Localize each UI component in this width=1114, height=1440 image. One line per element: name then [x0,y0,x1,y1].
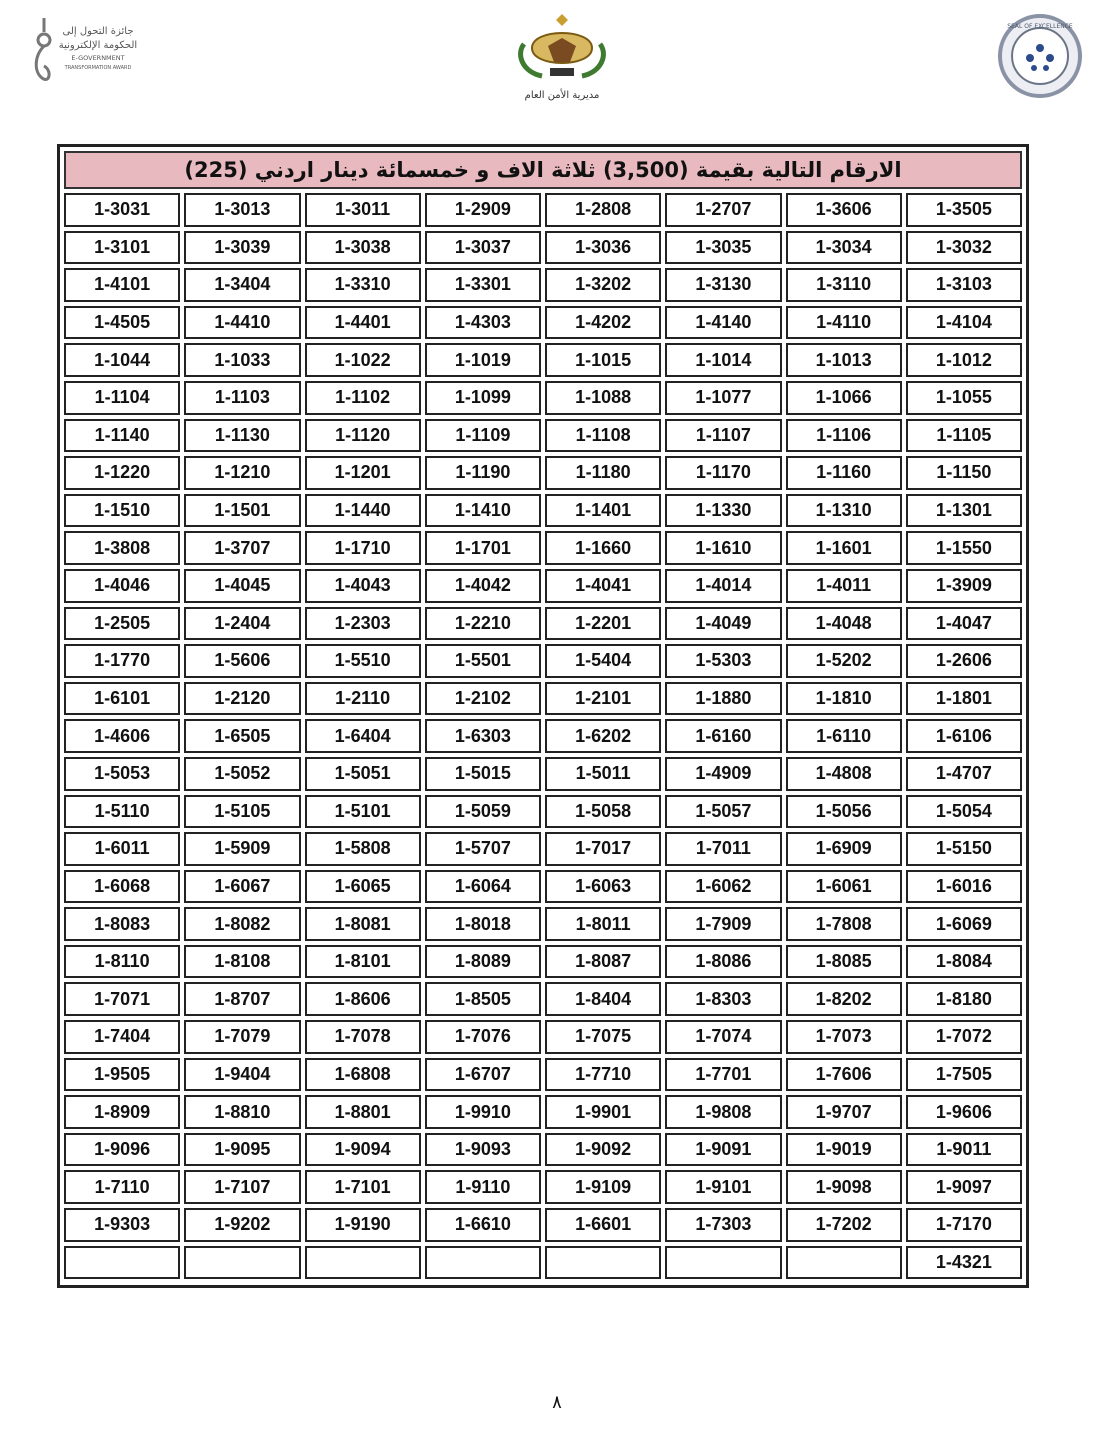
table-cell: 1-5909 [184,832,300,866]
table-cell: 1-9019 [786,1133,902,1167]
table-cell: 1-1099 [425,381,541,415]
table-cell: 1-1440 [305,494,421,528]
table-cell: 1-8083 [64,907,180,941]
table-cell: 1-7303 [665,1208,781,1242]
table-cell: 1-8085 [786,945,902,979]
table-cell: 1-1044 [64,343,180,377]
table-cell: 1-1180 [545,456,661,490]
table-cell: 1-3110 [786,268,902,302]
table-cell: 1-9109 [545,1170,661,1204]
table-cell: 1-4808 [786,757,902,791]
table-cell: 1-6110 [786,719,902,753]
number-grid [64,193,1022,1279]
table-cell: 1-9091 [665,1133,781,1167]
logo-text-line-3: E-GOVERNMENT [71,54,125,62]
table-cell: 1-6909 [786,832,902,866]
table-cell: 1-9707 [786,1095,902,1129]
seal-of-excellence-logo [996,12,1084,100]
table-cell: 1-8202 [786,982,902,1016]
logo-text-line-1: جائزة التحول إلى [62,26,134,37]
seal-text: SEAL OF EXCELLENCE [1007,23,1073,30]
table-cell: 1-2303 [305,607,421,641]
table-cell: 1-2909 [425,193,541,227]
table-cell: 1-5057 [665,795,781,829]
table-cell: 1-6061 [786,870,902,904]
table-cell: 1-1401 [545,494,661,528]
license-numbers-table [57,144,1029,1288]
table-cell: 1-2808 [545,193,661,227]
table-cell: 1-1510 [64,494,180,528]
table-cell: 1-3011 [305,193,421,227]
table-cell: 1-7076 [425,1020,541,1054]
table-cell: 1-5015 [425,757,541,791]
table-cell: 1-1550 [906,531,1022,565]
table-cell: 1-1120 [305,419,421,453]
table-cell: 1-8108 [184,945,300,979]
table-cell: 1-2110 [305,682,421,716]
emblem-caption: مديرية الأمن العام [524,90,600,101]
table-cell: 1-7101 [305,1170,421,1204]
table-cell: 1-9095 [184,1133,300,1167]
table-cell: 1-9901 [545,1095,661,1129]
table-cell: 1-4046 [64,569,180,603]
table-cell: 1-8011 [545,907,661,941]
table-cell: 1-1880 [665,682,781,716]
table-cell: 1-5808 [305,832,421,866]
table-cell: 1-7202 [786,1208,902,1242]
table-cell: 1-1077 [665,381,781,415]
table-cell: 1-1015 [545,343,661,377]
table-cell: 1-6062 [665,870,781,904]
table-cell: 1-7404 [64,1020,180,1054]
table-cell: 1-6808 [305,1058,421,1092]
table-cell: 1-5105 [184,795,300,829]
table-cell: 1-2505 [64,607,180,641]
table-cell: 1-7075 [545,1020,661,1054]
logo-text-line-2: الحكومة الإلكترونية [58,40,138,51]
table-cell: 1-3035 [665,231,781,265]
table-cell: 1-5058 [545,795,661,829]
table-cell: 1-4321 [906,1246,1022,1280]
table-cell [305,1246,421,1280]
table-cell: 1-3505 [906,193,1022,227]
table-cell: 1-7606 [786,1058,902,1092]
table-cell: 1-9505 [64,1058,180,1092]
table-cell: 1-8087 [545,945,661,979]
table-cell: 1-9098 [786,1170,902,1204]
table-cell: 1-3202 [545,268,661,302]
table-cell: 1-4505 [64,306,180,340]
table-cell: 1-8707 [184,982,300,1016]
table-cell: 1-6068 [64,870,180,904]
table-cell: 1-5011 [545,757,661,791]
table-cell: 1-6016 [906,870,1022,904]
table-cell: 1-3909 [906,569,1022,603]
table-cell: 1-5059 [425,795,541,829]
table-cell: 1-4410 [184,306,300,340]
table-cell: 1-1066 [786,381,902,415]
table-cell: 1-5707 [425,832,541,866]
table-cell: 1-8404 [545,982,661,1016]
table-cell: 1-8081 [305,907,421,941]
table-cell: 1-2101 [545,682,661,716]
table-cell: 1-1301 [906,494,1022,528]
table-cell: 1-2404 [184,607,300,641]
table-cell: 1-9096 [64,1133,180,1167]
table-cell: 1-3038 [305,231,421,265]
table-cell: 1-9202 [184,1208,300,1242]
table-cell: 1-1088 [545,381,661,415]
table-cell: 1-4101 [64,268,180,302]
table-cell: 1-9110 [425,1170,541,1204]
logo-text-line-4: TRANSFORMATION AWARD [64,65,132,71]
table-cell: 1-5606 [184,644,300,678]
table-cell: 1-1310 [786,494,902,528]
table-cell: 1-5404 [545,644,661,678]
table-cell: 1-4401 [305,306,421,340]
table-cell: 1-1201 [305,456,421,490]
table-cell: 1-5054 [906,795,1022,829]
table-cell: 1-3101 [64,231,180,265]
table-cell: 1-1140 [64,419,180,453]
table-cell: 1-4011 [786,569,902,603]
table-cell: 1-6601 [545,1208,661,1242]
table-cell: 1-8082 [184,907,300,941]
table-cell: 1-3036 [545,231,661,265]
table-cell: 1-1710 [305,531,421,565]
table-cell: 1-1103 [184,381,300,415]
table-cell: 1-9404 [184,1058,300,1092]
table-cell: 1-8801 [305,1095,421,1129]
table-cell: 1-1410 [425,494,541,528]
table-cell: 1-5202 [786,644,902,678]
table-cell: 1-2120 [184,682,300,716]
table-cell: 1-1160 [786,456,902,490]
table-cell: 1-3808 [64,531,180,565]
table-cell: 1-4042 [425,569,541,603]
table-cell: 1-3310 [305,268,421,302]
table-cell: 1-7072 [906,1020,1022,1054]
table-cell: 1-1033 [184,343,300,377]
table-cell: 1-1601 [786,531,902,565]
table-cell: 1-3707 [184,531,300,565]
table-cell: 1-1055 [906,381,1022,415]
table-cell: 1-4140 [665,306,781,340]
table-cell: 1-9606 [906,1095,1022,1129]
table-cell: 1-4707 [906,757,1022,791]
table-cell: 1-8110 [64,945,180,979]
table-cell: 1-7701 [665,1058,781,1092]
table-cell: 1-2201 [545,607,661,641]
e-government-award-logo [28,12,138,96]
table-cell: 1-1610 [665,531,781,565]
table-cell: 1-7710 [545,1058,661,1092]
table-cell: 1-6303 [425,719,541,753]
table-cell: 1-9101 [665,1170,781,1204]
table-cell: 1-2102 [425,682,541,716]
table-cell: 1-9190 [305,1208,421,1242]
table-cell [184,1246,300,1280]
table-cell: 1-4606 [64,719,180,753]
table-cell: 1-8101 [305,945,421,979]
table-cell: 1-1701 [425,531,541,565]
table-cell: 1-7074 [665,1020,781,1054]
table-cell: 1-8303 [665,982,781,1016]
table-cell: 1-9094 [305,1133,421,1167]
table-cell: 1-5051 [305,757,421,791]
table-cell: 1-6067 [184,870,300,904]
table-cell: 1-7808 [786,907,902,941]
table-cell: 1-9093 [425,1133,541,1167]
table-cell: 1-6063 [545,870,661,904]
table-cell: 1-5052 [184,757,300,791]
table-cell: 1-6101 [64,682,180,716]
table-cell: 1-5053 [64,757,180,791]
table-cell: 1-1013 [786,343,902,377]
table-cell: 1-6069 [906,907,1022,941]
table-cell: 1-1660 [545,531,661,565]
table-cell: 1-4104 [906,306,1022,340]
table-cell: 1-6707 [425,1058,541,1092]
page-number: ٨ [552,1392,562,1413]
table-cell: 1-1330 [665,494,781,528]
table-cell: 1-2707 [665,193,781,227]
table-cell: 1-5510 [305,644,421,678]
table-cell: 1-6610 [425,1208,541,1242]
table-cell: 1-1170 [665,456,781,490]
table-cell: 1-2606 [906,644,1022,678]
table-cell: 1-1022 [305,343,421,377]
table-cell: 1-1801 [906,682,1022,716]
table-cell: 1-5110 [64,795,180,829]
table-cell: 1-3037 [425,231,541,265]
table-cell: 1-6505 [184,719,300,753]
table-cell: 1-1810 [786,682,902,716]
table-cell: 1-9910 [425,1095,541,1129]
table-cell: 1-4202 [545,306,661,340]
table-cell: 1-4303 [425,306,541,340]
table-cell: 1-4909 [665,757,781,791]
table-cell: 1-6160 [665,719,781,753]
table-cell: 1-1108 [545,419,661,453]
table-cell: 1-1501 [184,494,300,528]
table-cell: 1-6065 [305,870,421,904]
table-cell: 1-3031 [64,193,180,227]
table-cell: 1-4110 [786,306,902,340]
table-cell: 1-1220 [64,456,180,490]
table-cell [425,1246,541,1280]
table-cell: 1-5056 [786,795,902,829]
table-cell: 1-6202 [545,719,661,753]
table-cell: 1-9097 [906,1170,1022,1204]
table-cell: 1-8018 [425,907,541,941]
table-cell: 1-8089 [425,945,541,979]
table-cell: 1-8180 [906,982,1022,1016]
table-cell: 1-5150 [906,832,1022,866]
table-cell: 1-8909 [64,1095,180,1129]
table-cell: 1-7505 [906,1058,1022,1092]
table-cell: 1-3103 [906,268,1022,302]
table-cell: 1-1012 [906,343,1022,377]
table-cell: 1-4014 [665,569,781,603]
table-cell: 1-3013 [184,193,300,227]
table-title: الارقام التالية بقيمة (3,500) ثلاثة الاف و خمسمائة دينار اردني (225) [64,151,1022,189]
table-cell: 1-3606 [786,193,902,227]
table-cell: 1-7110 [64,1170,180,1204]
table-cell: 1-4041 [545,569,661,603]
table-cell: 1-1104 [64,381,180,415]
table-cell: 1-9011 [906,1133,1022,1167]
table-cell [665,1246,781,1280]
table-cell: 1-9303 [64,1208,180,1242]
table-cell: 1-1210 [184,456,300,490]
table-cell: 1-1106 [786,419,902,453]
table-cell: 1-9808 [665,1095,781,1129]
table-cell: 1-1102 [305,381,421,415]
table-cell: 1-1105 [906,419,1022,453]
table-cell: 1-7071 [64,982,180,1016]
table-cell: 1-3130 [665,268,781,302]
table-cell: 1-1019 [425,343,541,377]
table-cell: 1-5303 [665,644,781,678]
table-cell: 1-7073 [786,1020,902,1054]
table-cell: 1-3301 [425,268,541,302]
table-cell: 1-3032 [906,231,1022,265]
table-cell: 1-1770 [64,644,180,678]
table-cell: 1-1107 [665,419,781,453]
table-cell: 1-5101 [305,795,421,829]
table-cell: 1-7079 [184,1020,300,1054]
table-cell: 1-4045 [184,569,300,603]
table-cell: 1-7107 [184,1170,300,1204]
public-security-emblem [512,8,612,104]
table-cell: 1-7011 [665,832,781,866]
table-cell: 1-4047 [906,607,1022,641]
table-cell: 1-8810 [184,1095,300,1129]
table-cell: 1-9092 [545,1133,661,1167]
table-cell [64,1246,180,1280]
table-cell [545,1246,661,1280]
table-cell: 1-3039 [184,231,300,265]
table-cell: 1-1109 [425,419,541,453]
table-cell: 1-3404 [184,268,300,302]
table-cell: 1-5501 [425,644,541,678]
table-cell: 1-6011 [64,832,180,866]
table-cell: 1-7909 [665,907,781,941]
table-cell: 1-1190 [425,456,541,490]
table-cell: 1-8606 [305,982,421,1016]
table-cell: 1-1014 [665,343,781,377]
table-cell: 1-3034 [786,231,902,265]
table-cell: 1-8084 [906,945,1022,979]
table-cell: 1-8505 [425,982,541,1016]
table-cell: 1-7078 [305,1020,421,1054]
table-cell: 1-2210 [425,607,541,641]
table-cell: 1-4043 [305,569,421,603]
table-cell: 1-6404 [305,719,421,753]
table-cell: 1-7017 [545,832,661,866]
table-cell: 1-1150 [906,456,1022,490]
table-cell [786,1246,902,1280]
table-cell: 1-8086 [665,945,781,979]
table-cell: 1-1130 [184,419,300,453]
table-cell: 1-4049 [665,607,781,641]
table-cell: 1-7170 [906,1208,1022,1242]
table-cell: 1-6106 [906,719,1022,753]
table-cell: 1-6064 [425,870,541,904]
table-cell: 1-4048 [786,607,902,641]
